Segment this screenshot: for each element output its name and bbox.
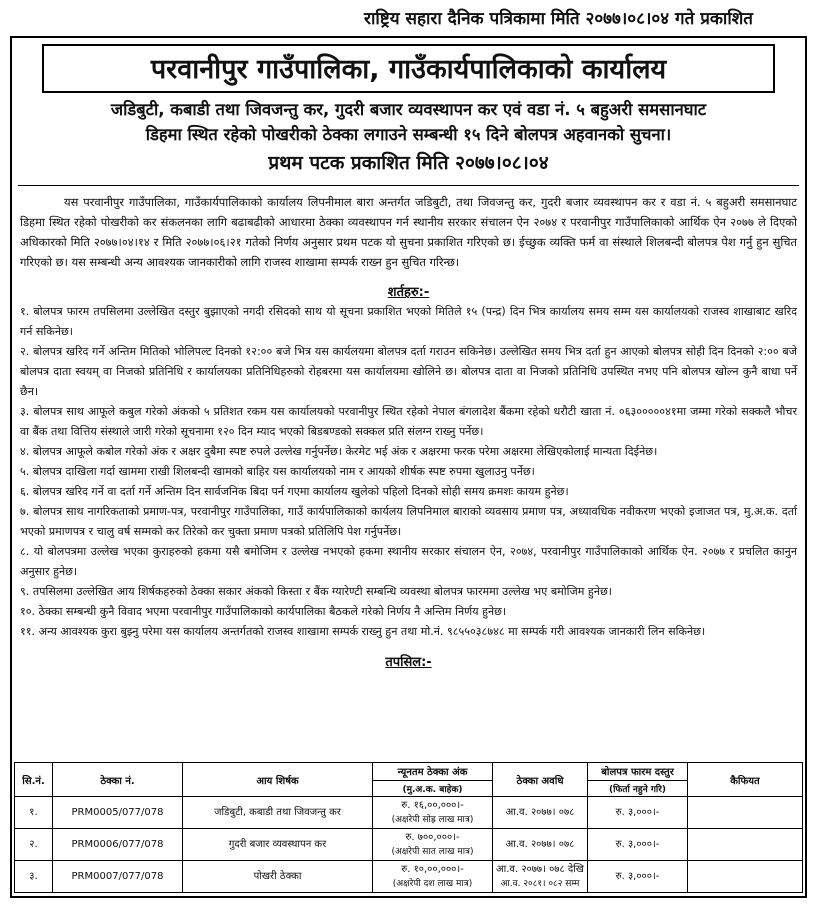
intro-paragraph: यस परवानीपुर गाउँपालिका, गाउँकार्यपालिकाको कार्यालय लिपनीमाल बारा अन्तर्गत जडिबुटी, तथा जिवजन्तु कर, गुदरी बजार व्यवस्थापन कर र वडा नं. ५ बहुअरी समसानघाट डिहमा स्थित रहेको पोखरीको कर संकलनका लागि बढाबढीको आधारमा ठेक्का व्यवस्थापन गर्न स्थानीय सरकार संचालन ऐन २०७४ र परवानीपुर गाउँपालिकाको आर्थिक ऐन २०७७ ले दिएको अधिकारको मिति २०७७।०४।१४ र मिति २०७७।०६।२१ गतेको निर्णय अनुसार प्रथम पटक यो सुचना प्रकाशित गरिएको छ। ईच्छुक व्यक्ति फर्म वा संस्थाले शिलबन्दी बोलपत्र पेश गर्नु हुन सुचित गरिएको छ। यस सम्बन्धी अन्य आवश्यक जानकारीको लागि राजस्व शाखामा सम्पर्क राख्न हुन सुचित गरिन्छ। <box>20 195 797 269</box>
cell-sn: २. <box>15 829 53 861</box>
cell-contract-no: PRM0007/077/078 <box>53 861 183 893</box>
cell-income-title: जडिबुटी, कबाडी तथा जिवजन्तु कर <box>183 797 373 829</box>
notice-title: परवानीपुर गाउँपालिका, गाउँकार्यपालिकाको कार्यालय <box>42 44 775 93</box>
header-min-amount: न्यूनतम ठेक्का अंक (मु.अ.क. बाहेक) <box>373 763 493 797</box>
header-form-fee: बोलपत्र फारम दस्तुर (फिर्ता नहुने गरि) <box>588 763 688 797</box>
notice-subtitle <box>12 97 805 147</box>
divider <box>18 185 799 186</box>
condition-item: २. बोलपत्र खरिद गर्ने अन्तिम मितिको भोलिपल्ट दिनको १२:०० बजे भित्र यस कार्यलयमा बोलपत्र दर्ता गराउन सकिनेछ। उल्लेखित समय भित्र दर्ता हुन आएको बोलपत्र सोही दिन दिनको २:०० बजे बोलपत्र दाता स्वयम् वा निजको प्रतिनिधि र कार्यालयका प्रतिनिधिहरुको रोहबरमा यस कार्यालयमा खोलिने छ। बोलपत्र दाता वा निजको प्रतिनिधि उपस्थित नभए पनि बोलपत्र खोल्न कुनै बाधा पर्ने छैन। <box>20 345 797 398</box>
cell-remarks <box>688 797 803 829</box>
cell-income-title: गुदरी बजार व्यवस्थापन कर <box>183 829 373 861</box>
cell-period: आ.व. २०७७। ०७८ <box>493 829 588 861</box>
header-sn: सि.नं. <box>15 763 53 797</box>
condition-item: १. बोलपत्र फारम तपसिलमा उल्लेखित दस्तुर बुझाएको नगदी रसिदको साथ यो सूचना प्रकाशित भएको मितिले १५ (पन्द्र) दिन भित्र कार्यालय समय सम्म यस कार्यालयको राजस्व शाखाबाट खरिद गर्न सकिनेछ। <box>20 305 797 338</box>
cell-amount: रु. १०,००,०००।- (अक्षरेपी दश लाख मात्र) <box>373 861 493 893</box>
cell-remarks <box>688 861 803 893</box>
condition-item: ४. बोलपत्र आफूले कबोल गरेको अंक र अक्षर दुबैमा स्पष्ट रुपले उल्लेख गर्नुपर्नेछ। केरमेट भई अंक र अक्षरमा फरक परेमा अक्षरमा लेखिएकोलाई मान्यता दिईनेछ। <box>20 445 658 458</box>
conditions-heading: शर्तहरु:- <box>387 285 430 300</box>
conditions-list <box>20 302 797 642</box>
cell-sn: ३. <box>15 861 53 893</box>
schedule-table <box>14 762 803 893</box>
publication-note: राष्ट्रिय सहारा दैनिक पत्रिकामा मिति २०७७।०८।०४ गते प्रकाशित <box>364 9 753 29</box>
first-published-date: प्रथम पटक प्रकाशित मिति २०७७।०८।०४ <box>268 152 549 174</box>
condition-item: ५. बोलपत्र दाखिला गर्दा खाममा राखी शिलबन्दी खामको बाहिर यस कार्यालयको नाम र आयको शीर्षक स्पष्ट रुपमा खुलाउनु पर्नेछ। <box>20 465 535 478</box>
cell-period: आ.व. २०७७। ०७८ <box>493 797 588 829</box>
condition-item: ३. बोलपत्र साथ आफूले कबुल गरेको अंकको ५ प्रतिशत रकम यस कार्यालयको परवानीपुर स्थित रहेको नेपाल बंगलादेश बैंकमा रहेको धरौटी खाता नं. ०६३०००००४१मा जम्मा गरेको सक्कलै भौचर वा बैंक तथा वित्तिय संस्थाले जारी गरेको सूचनामा १२० दिन म्याद भएको बिडबण्डको सक्कल प्रति संलग्न राख्नु पर्नेछ। <box>20 405 797 438</box>
notice-frame <box>10 36 807 898</box>
cell-amount: रु. ७००,०००।- (अक्षरेपी सात लाख मात्र) <box>373 829 493 861</box>
condition-item: ६. बोलपत्र खरिद गर्ने वा दर्ता गर्ने अन्तिम दिन सार्वजनिक बिदा पर्न गएमा कार्यालय खुलेको पहिलो दिनको सोही समय क्रमशः कायम हुनेछ। <box>20 485 569 498</box>
cell-sn: १. <box>15 797 53 829</box>
cell-fee: रु. ३,०००।- <box>588 829 688 861</box>
header-contract-no: ठेक्का नं. <box>53 763 183 797</box>
subtitle-line-2: डिहमा स्थित रहेको पोखरीको ठेक्का लगाउने सम्बन्धी १५ दिने बोलपत्र अहवानको सुचना। <box>145 125 672 144</box>
header-period: ठेक्का अवधि <box>493 763 588 797</box>
condition-item: ८. यो बोलपत्रमा उल्लेख भएका कुराहरुको हकमा यसै बमोजिम र उल्लेख नभएको हकमा स्थानीय सरकार संचालन ऐन, २०७४, परवानीपुर गाउँपालिकाको आर्थिक ऐन. २०७७ र प्रचलित कानुन अनुसार हुनेछ। <box>20 545 797 578</box>
cell-fee: रु. ३,०००।- <box>588 861 688 893</box>
header-income-title: आय शिर्षक <box>183 763 373 797</box>
condition-item: ११. अन्य आवश्यक कुरा बुझ्नु परेमा यस कार्यालय अन्तर्गतको राजस्व शाखामा सम्पर्क राख्नु हुन तथा मो.नं. ९८५५०३८७४८ मा सम्पर्क गरी आवश्यक जानकारी लिन सकिनेछ। <box>20 625 706 638</box>
cell-fee: रु. ३,०००।- <box>588 797 688 829</box>
cell-contract-no: PRM0006/077/078 <box>53 829 183 861</box>
header-remarks: कैफियत <box>688 763 803 797</box>
cell-remarks <box>688 829 803 861</box>
cell-income-title: पोखरी ठेक्का <box>183 861 373 893</box>
table-row <box>15 861 803 893</box>
table-row <box>15 829 803 861</box>
condition-item: १०. ठेक्का सम्बन्धी कुनै विवाद भएमा परवानीपुर गाउँपालिकाको कार्यपालिका बैठकले गरेको निर्णय नै अन्तिम निर्णय हुनेछ। <box>20 605 507 618</box>
table-row <box>15 797 803 829</box>
cell-period: आ.व. २०७७। ०७८ देखि आ.व. २०८१। ०८२ सम्म <box>493 861 588 893</box>
schedule-heading: तपसिल:- <box>385 655 432 670</box>
condition-item: ९. तपसिलमा उल्लेखित आय शिर्षकहरुको ठेक्का सकार अंकको किस्ता र बैंक ग्यारेण्टी सम्बन्धि व्यवस्था बोलपत्र फारममा उल्लेख भए बमोजिम हुनेछ। <box>20 585 612 598</box>
cell-contract-no: PRM0005/077/078 <box>53 797 183 829</box>
subtitle-line-1: जडिबुटी, कबाडी तथा जिवजन्तु कर, गुदरी बजार व्यवस्थापन कर एवं वडा नं. ५ बहुअरी समसानघाट <box>110 100 707 119</box>
cell-amount: रु. १६,००,०००।- (अक्षरेपी सोह्र लाख मात्र) <box>373 797 493 829</box>
condition-item: ७. बोलपत्र साथ नागरिकताको प्रमाण-पत्र, परवानीपुर गाउँपालिका, गाउँ कार्यपालिकाको कार्यलय लिपनिमाल बाराको व्यवसाय प्रमाण पत्र, अध्यावधिक नवीकरण भएको इजाजत पत्र, मु.अ.क. दर्ता भएको प्रमाणपत्र र चालु वर्ष सम्मको कर तिरेको कर चुक्ता प्रमाण पत्रको प्रतिलिपि पेश गर्नुपर्नेछ। <box>20 505 797 538</box>
table-header-row <box>15 763 803 797</box>
